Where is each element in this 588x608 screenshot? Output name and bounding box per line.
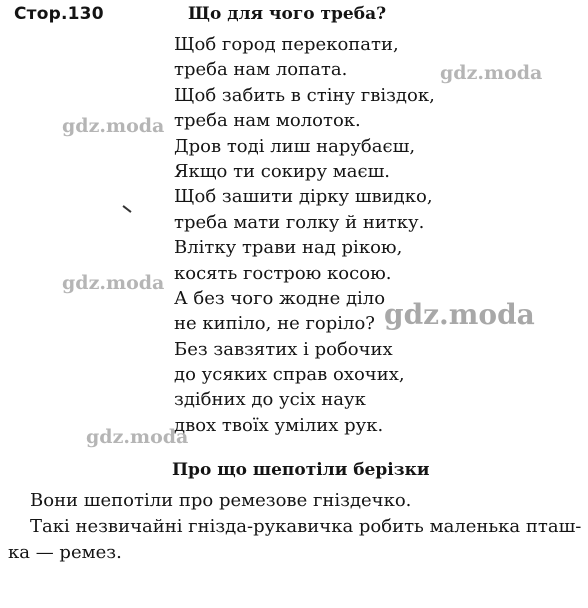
poem-line: косять гострою косою. bbox=[174, 262, 392, 284]
page-number: Стор.130 bbox=[14, 4, 104, 24]
section-title: Про що шепотіли берізки bbox=[172, 460, 430, 480]
poem-line: не кипіло, не горіло? bbox=[174, 313, 375, 335]
poem-line: Дров тоді лиш нарубаєш, bbox=[174, 135, 416, 157]
poem-line: двох твоїх умілих рук. bbox=[174, 414, 384, 436]
poem-line: Щоб город перекопати, bbox=[174, 34, 399, 55]
watermark: gdz.moda bbox=[440, 62, 543, 84]
poem-line: здібних до усіх наук bbox=[174, 389, 366, 411]
poem-line: Щоб забить в стіну гвіздок, bbox=[174, 84, 435, 106]
pen-mark bbox=[122, 205, 131, 213]
poem-body bbox=[174, 32, 435, 438]
poem-title: Що для чого треба? bbox=[188, 4, 387, 24]
poem-line: Щоб зашити дірку швидко, bbox=[174, 186, 433, 208]
watermark: gdz.moda bbox=[62, 272, 165, 294]
paragraph: Такі незвичайні гнізда-рукавичка робить маленька пташ- bbox=[30, 516, 582, 537]
paragraph: ка — ремез. bbox=[8, 542, 122, 563]
poem-line: треба нам лопата. bbox=[174, 59, 348, 81]
poem-line: Якщо ти сокиру маєш. bbox=[174, 160, 391, 182]
paragraph: Вони шепотіли про ремезове гніздечко. bbox=[30, 490, 412, 511]
poem-line: Влітку трави над рікою, bbox=[174, 237, 403, 259]
poem-line: А без чого жодне діло bbox=[174, 287, 386, 309]
watermark: gdz.moda bbox=[384, 298, 535, 331]
poem-line: треба нам молоток. bbox=[174, 110, 361, 132]
poem-line: треба мати голку й нитку. bbox=[174, 211, 425, 233]
poem-line: до усяких справ охочих, bbox=[174, 364, 405, 386]
watermark: gdz.moda bbox=[86, 426, 189, 448]
watermark: gdz.moda bbox=[62, 115, 165, 137]
poem-line: Без завзятих і робочих bbox=[174, 338, 393, 360]
